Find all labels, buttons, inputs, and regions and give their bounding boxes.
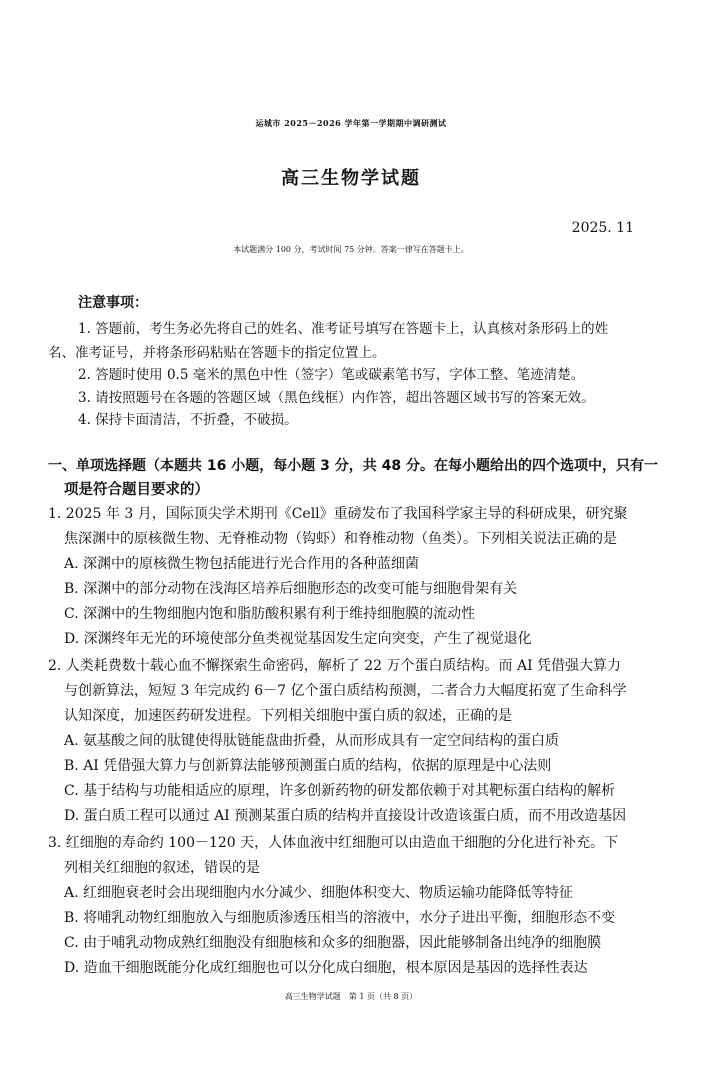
exam-intro: 本试题满分 100 分，考试时间 75 分钟。答案一律写在答题卡上。 [233, 245, 469, 254]
notice-item-1-line-2: 名、准考证号，并将条形码粘贴在答题卡的指定位置上。 [48, 345, 386, 361]
question-1-stem-line-1: 1. 2025 年 3 月，国际顶尖学术期刊《Cell》重磅发布了我国科学家主导的科研成果，研究聚 [48, 506, 628, 522]
question-2-option-d: D. 蛋白质工程可以通过 AI 预测某蛋白质的结构并直接设计改造该蛋白质，而不用改造基因 [64, 808, 627, 824]
subject-title: 高三生物学试题 [281, 168, 421, 189]
notice-item-3: 3. 请按照题号在各题的答题区域（黑色线框）内作答，超出答题区域书写的答案无效。 [78, 390, 595, 406]
exam-date: 2025. 11 [571, 220, 634, 236]
question-3-option-c: C. 由于哺乳动物成熟红细胞没有细胞核和众多的细胞器，因此能够制备出纯净的细胞膜 [64, 935, 602, 951]
question-1-option-b: B. 深渊中的部分动物在浅海区培养后细胞形态的改变可能与细胞骨架有关 [64, 581, 518, 597]
section-heading-line-2: 项是符合题目要求的） [64, 482, 209, 498]
question-2-stem-line-3: 认知深度，加速医药研发进程。下列相关细胞中蛋白质的叙述，正确的是 [64, 708, 512, 724]
question-2-option-b: B. AI 凭借强大算力与创新算法能够预测蛋白质的结构，依据的原理是中心法则 [64, 758, 552, 774]
page-footer: 高三生物学试题 第 1 页（共 8 页） [284, 992, 418, 1001]
question-1-stem-line-2: 焦深渊中的原核微生物、无脊椎动物（钩虾）和脊椎动物（鱼类）。下列相关说法正确的是 [64, 531, 617, 547]
question-3-option-a: A. 红细胞衰老时会出现细胞内水分减少、细胞体积变大、物质运输功能降低等特征 [64, 885, 574, 901]
notice-heading: 注意事项： [78, 295, 148, 311]
question-2-option-a: A. 氨基酸之间的肽键使得肽链能盘曲折叠，从而形成具有一定空间结构的蛋白质 [64, 733, 560, 749]
notice-item-4: 4. 保持卡面清洁，不折叠，不破损。 [78, 412, 298, 428]
question-1-option-d: D. 深渊终年无光的环境使部分鱼类视觉基因发生定向突变，产生了视觉退化 [64, 631, 532, 647]
exam-title: 运城市 2025－2026 学年第一学期期中调研测试 [255, 118, 447, 128]
question-3-stem-line-1: 3. 红细胞的寿命约 100－120 天，人体血液中红细胞可以由造血干细胞的分化进行补充。下 [48, 835, 619, 851]
question-2-stem-line-2: 与创新算法，短短 3 年完成约 6－7 亿个蛋白质结构预测，二者合力大幅度拓宽了生命科学 [64, 683, 627, 699]
question-2-option-c: C. 基于结构与功能相适应的原理，许多创新药物的研发都依赖于对其靶标蛋白结构的解析 [64, 783, 616, 799]
question-3-option-b: B. 将哺乳动物红细胞放入与细胞质渗透压相当的溶液中，水分子进出平衡，细胞形态不变 [64, 910, 616, 926]
section-heading-line-1: 一、单项选择题（本题共 16 小题，每小题 3 分，共 48 分。在每小题给出的四个选项中，只有一 [48, 458, 658, 474]
question-3-stem-line-2: 列相关红细胞的叙述，错误的是 [64, 860, 260, 876]
question-3-option-d: D. 造血干细胞既能分化成红细胞也可以分化成白细胞，根本原因是基因的选择性表达 [64, 960, 588, 976]
question-2-stem-line-1: 2. 人类耗费数十载心血不懈探索生命密码，解析了 22 万个蛋白质结构。而 AI 凭借强大算力 [48, 658, 622, 674]
question-1-option-c: C. 深渊中的生物细胞内饱和脂肪酸积累有利于维持细胞膜的流动性 [64, 606, 476, 622]
question-1-option-a: A. 深渊中的原核微生物包括能进行光合作用的各种蓝细菌 [64, 556, 420, 572]
notice-item-2: 2. 答题时使用 0.5 毫米的黑色中性（签字）笔或碳素笔书写，字体工整、笔迹清楚。 [78, 367, 585, 383]
notice-item-1-line-1: 1. 答题前，考生务必先将自己的姓名、准考证号填写在答题卡上，认真核对条形码上的姓 [78, 321, 609, 337]
